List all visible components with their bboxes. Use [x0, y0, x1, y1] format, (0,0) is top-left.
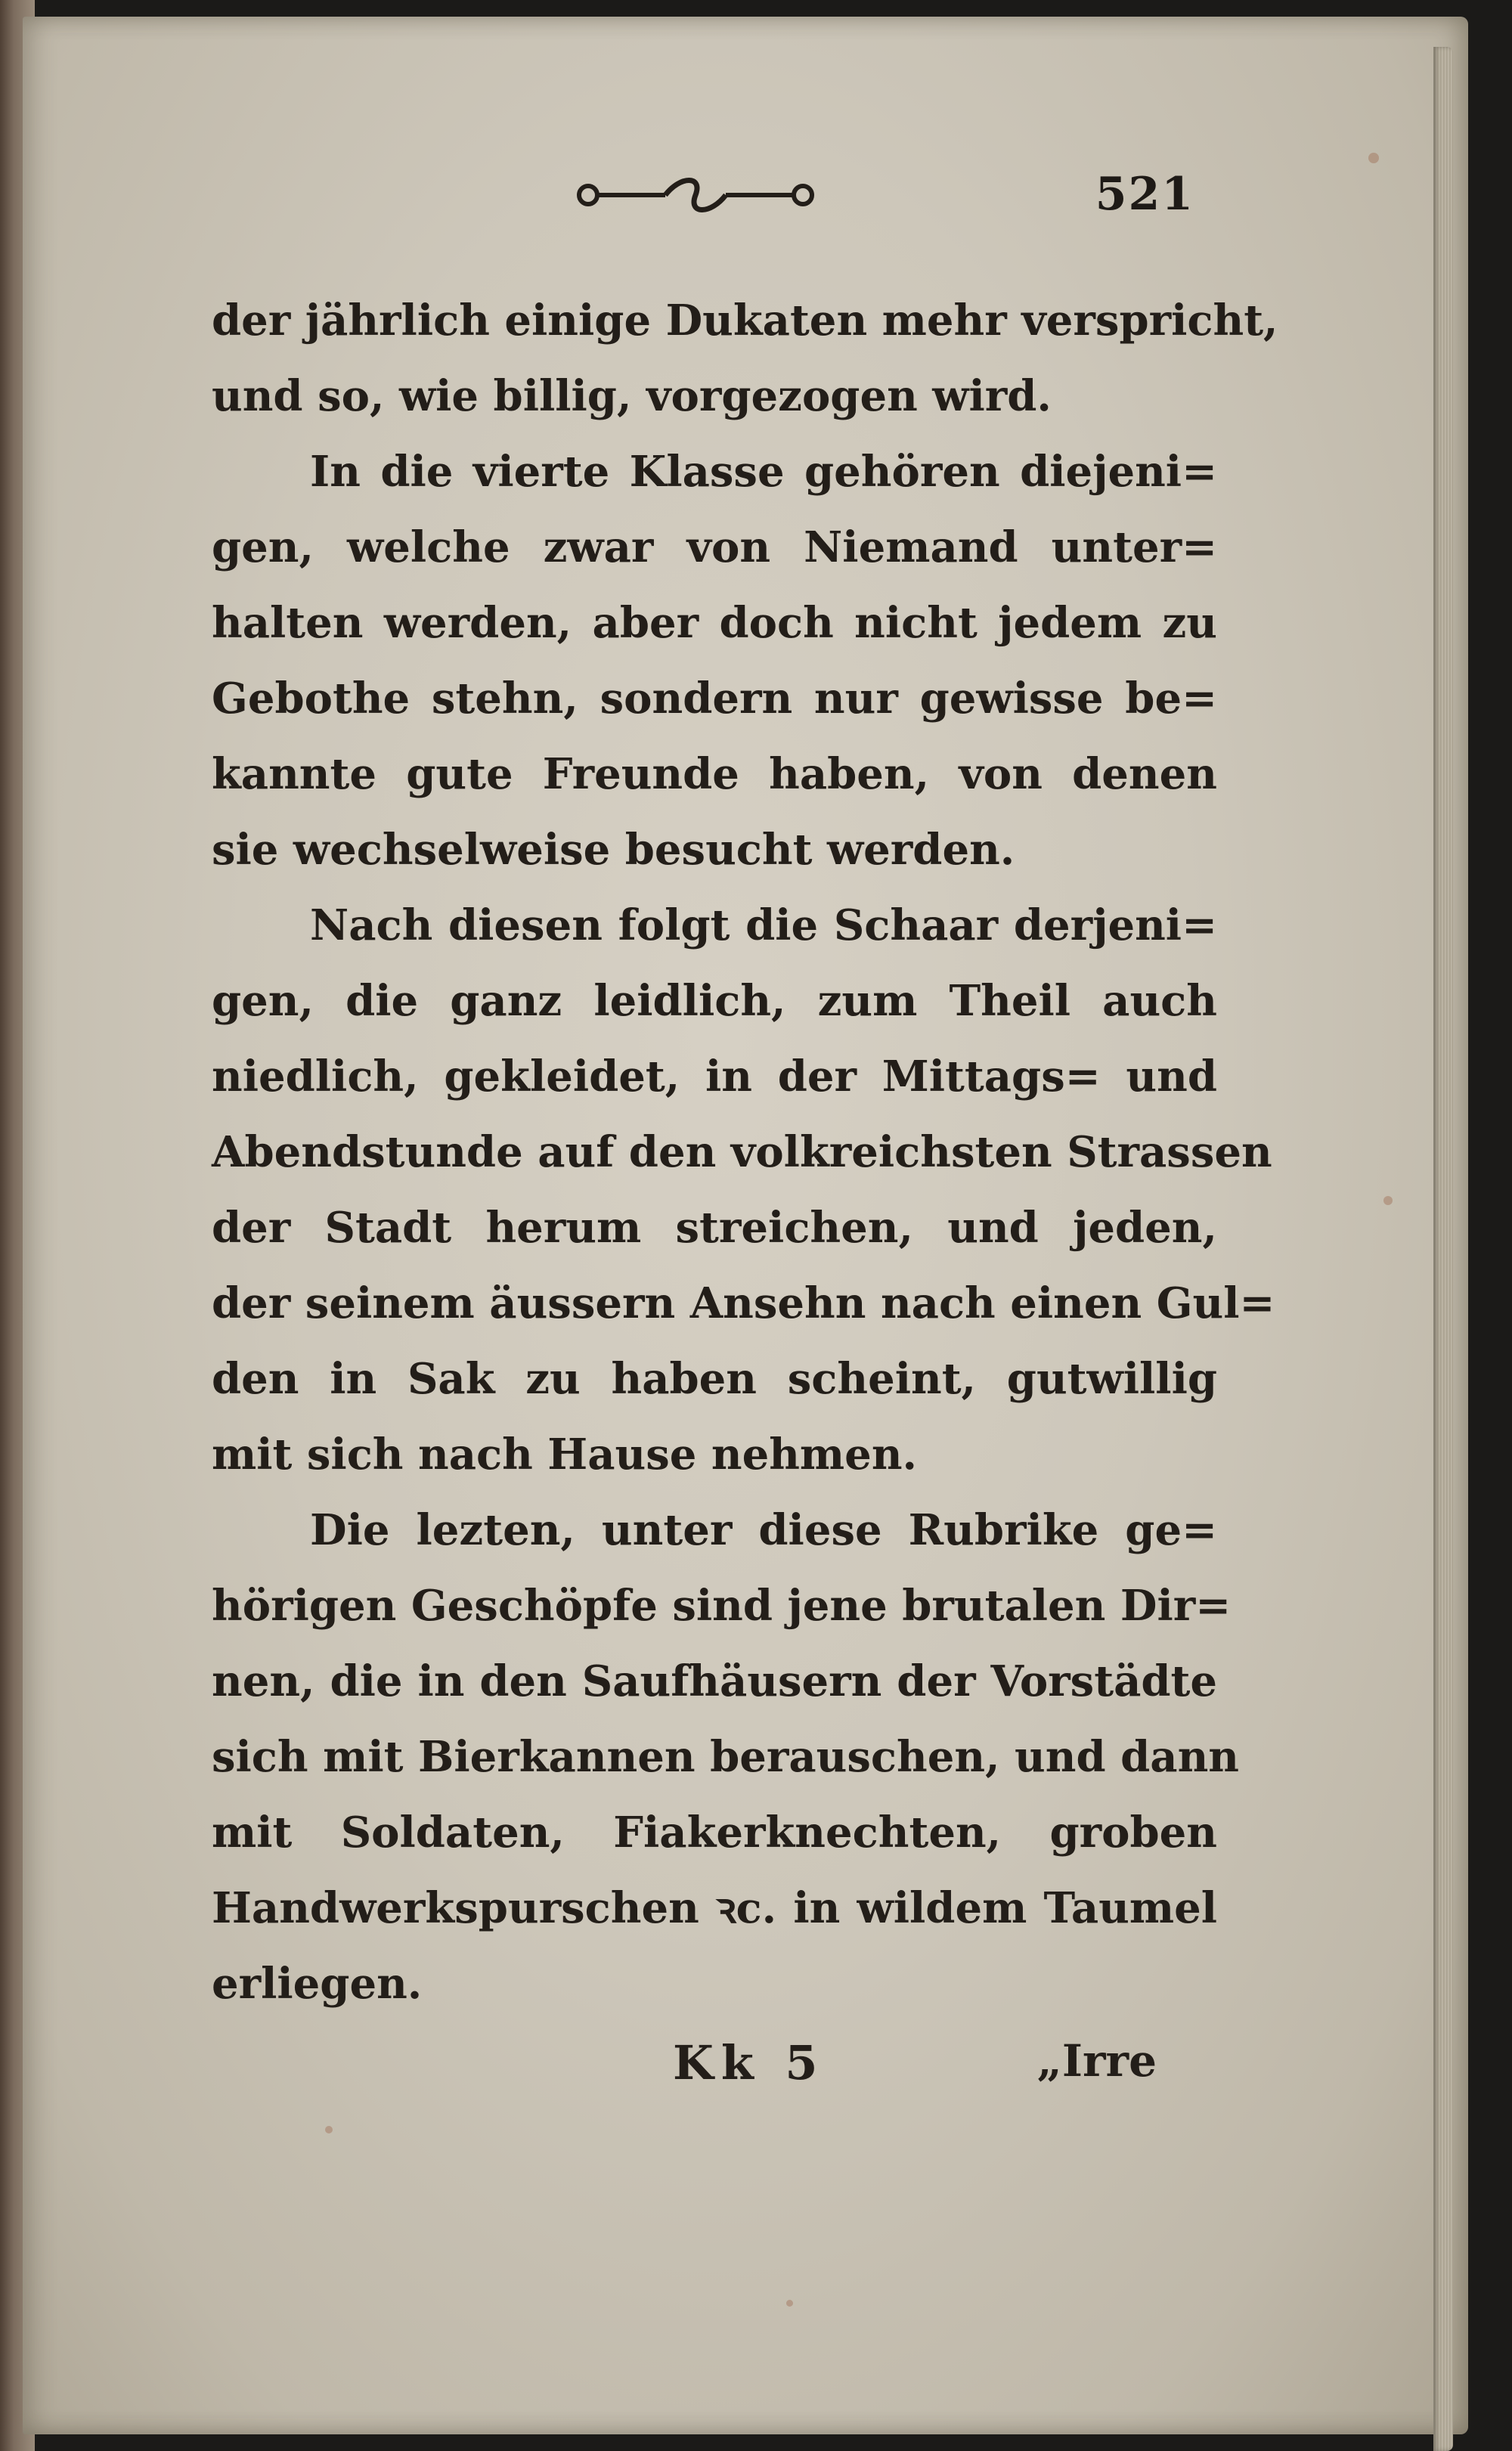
- text-line: Nach diesen folgt die Schaar derjeni=: [310, 900, 1217, 950]
- page-fore-edge: [1433, 47, 1453, 2451]
- text-line: kannte gute Freunde haben, von denen: [212, 749, 1217, 799]
- book-page: [23, 17, 1468, 2434]
- text-line: gen, welche zwar von Niemand unter=: [212, 522, 1217, 572]
- text-line: niedlich, gekleidet, in der Mittags= und: [212, 1052, 1217, 1102]
- foxing-spot: [1368, 153, 1379, 163]
- text-line: den in Sak zu haben scheint, gutwillig: [212, 1354, 1217, 1404]
- page-header: [575, 168, 1194, 228]
- text-line: hörigen Geschöpfe sind jene brutalen Dir=: [212, 1581, 1232, 1631]
- text-line: nen, die in den Saufhäusern der Vorstädte: [212, 1656, 1217, 1706]
- text-line: Die lezten, unter diese Rubrike ge=: [310, 1505, 1217, 1555]
- text-line: gen, die ganz leidlich, zum Theil auch: [212, 976, 1217, 1026]
- text-line: und so, wie billig, vorgezogen wird.: [212, 371, 1052, 421]
- text-line: erliegen.: [212, 1959, 423, 2009]
- text-line: mit Soldaten, Fiakerknechten, groben: [212, 1808, 1217, 1858]
- foxing-spot: [786, 2300, 793, 2307]
- foxing-spot: [325, 2126, 333, 2133]
- text-line: halten werden, aber doch nicht jedem zu: [212, 598, 1217, 648]
- text-line: sie wechselweise besucht werden.: [212, 825, 1015, 875]
- page-footer: [673, 2035, 1157, 2111]
- text-line: der jährlich einige Dukaten mehr verspricht,: [212, 296, 1278, 345]
- text-line: Handwerkspurschen ꝛc. in wildem Taumel: [212, 1883, 1217, 1933]
- text-line: mit sich nach Hause nehmen.: [212, 1430, 918, 1480]
- catchword: „Irre: [1036, 2035, 1157, 2087]
- signature-mark: Kk 5: [673, 2035, 826, 2090]
- text-line: In die vierte Klasse gehören diejeni=: [310, 447, 1217, 497]
- text-line: Abendstunde auf den volkreichsten Strassen: [212, 1127, 1272, 1177]
- text-line: sich mit Bierkannen berauschen, und dann: [212, 1732, 1240, 1782]
- page-number: 521: [1095, 168, 1194, 221]
- text-line: der Stadt herum streichen, und jeden,: [212, 1203, 1217, 1253]
- foxing-spot: [1383, 1196, 1393, 1205]
- text-line: der seinem äussern Ansehn nach einen Gul=: [212, 1278, 1275, 1328]
- text-line: Gebothe stehn, sondern nur gewisse be=: [212, 674, 1217, 724]
- body-text: [212, 283, 1278, 2022]
- ornament-divider-icon: [575, 172, 816, 218]
